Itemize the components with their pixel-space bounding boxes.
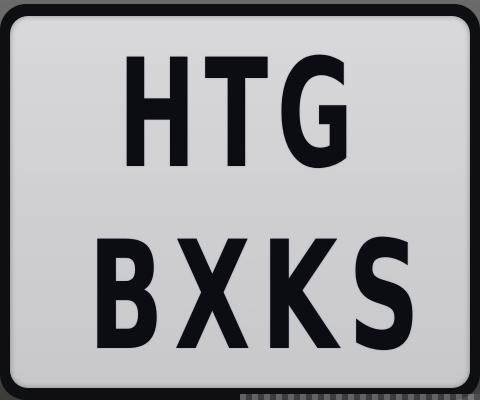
plate-line-top: HTG xyxy=(118,28,362,202)
license-plate xyxy=(10,16,470,388)
background-edge xyxy=(240,394,480,400)
plate-line-bottom: BXKS xyxy=(88,210,431,384)
